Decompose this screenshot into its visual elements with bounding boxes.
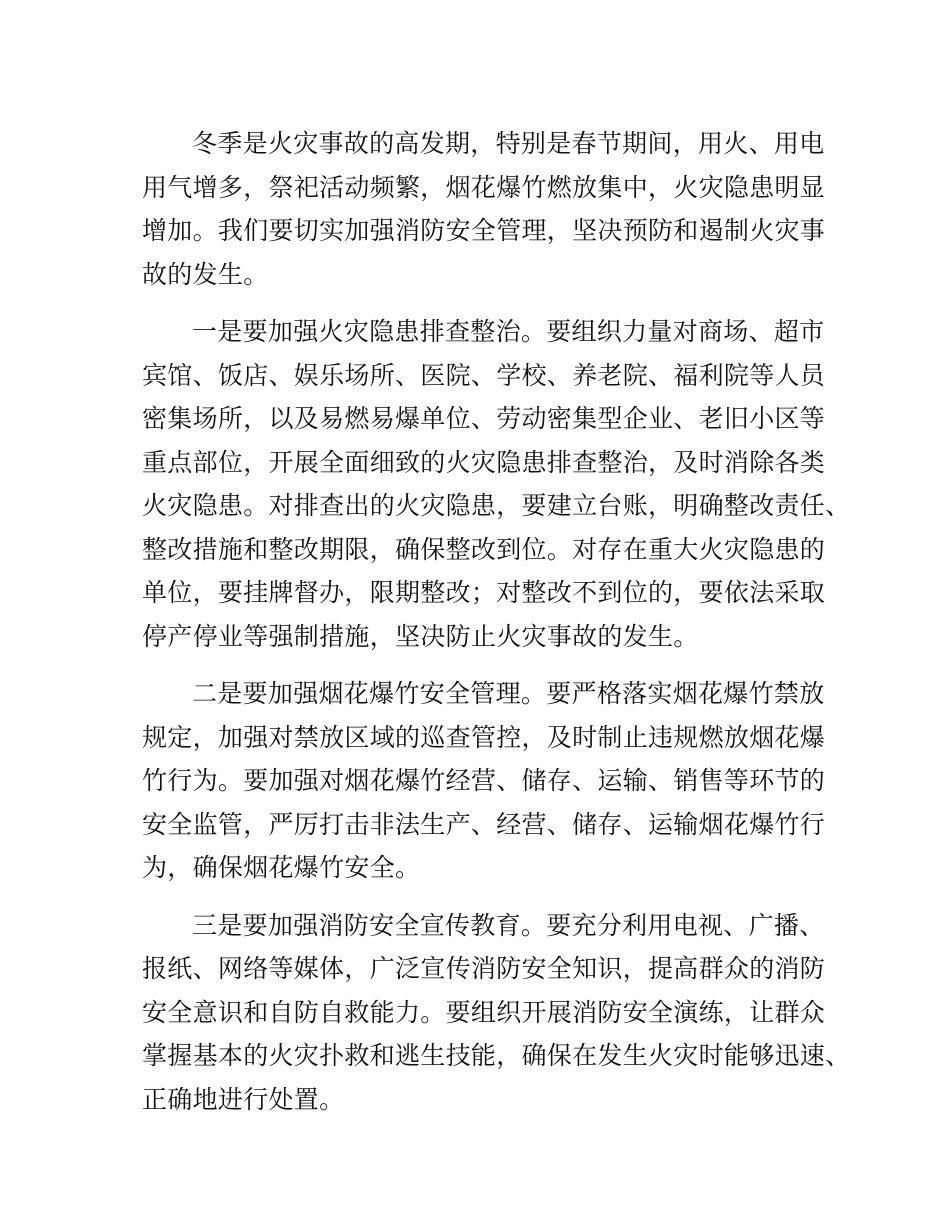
paragraph-hazard-inspection — [142, 310, 851, 658]
text-line: 单位，要挂牌督办，限期整改；对整改不到位的，要依法采取 — [142, 578, 826, 607]
text-line: 竹行为。要加强对烟花爆竹经营、储存、运输、销售等环节的 — [142, 766, 826, 795]
text-line: 重点部位，开展全面细致的火灾隐患排查整治，及时消除各类 — [142, 447, 826, 477]
text-line: 密集场所，以及易燃易爆单位、劳动密集型企业、老旧小区等 — [142, 404, 826, 433]
text-line: 规定，加强对禁放区域的巡查管控，及时制止违规燃放烟花爆 — [142, 722, 826, 752]
text-line: 整改措施和整改期限，确保整改到位。对存在重大火灾隐患的 — [142, 534, 826, 564]
text-line: 用气增多，祭祀活动频繁，烟花爆竹燃放集中，火灾隐患明显 — [142, 172, 826, 202]
paragraph-safety-education — [142, 904, 851, 1122]
text-line: 正确地进行处置。 — [142, 1084, 345, 1114]
text-line: 三是要加强消防安全宣传教育。要充分利用电视、广播、 — [192, 910, 825, 940]
text-line: 一是要加强火灾隐患排查整治。要组织力量对商场、超市 — [192, 317, 825, 346]
text-line: 增加。我们要切实加强消防安全管理，坚决预防和遏制火灾事 — [142, 216, 826, 245]
text-line: 宾馆、饭店、娱乐场所、医院、学校、养老院、福利院等人员 — [142, 360, 826, 390]
text-line: 安全监管，严厉打击非法生产、经营、储存、运输烟花爆竹行 — [142, 809, 826, 839]
text-line: 掌握基本的火灾扑救和逃生技能，确保在发生火灾时能够迅速、 — [142, 1041, 851, 1070]
document-body — [142, 122, 851, 1135]
text-line: 二是要加强烟花爆竹安全管理。要严格落实烟花爆竹禁放 — [192, 679, 825, 708]
text-line: 故的发生。 — [142, 259, 269, 289]
text-line: 为，确保烟花爆竹安全。 — [142, 853, 421, 882]
text-line: 停产停业等强制措施，坚决防止火灾事故的发生。 — [142, 621, 699, 651]
text-line: 冬季是火灾事故的高发期，特别是春节期间，用火、用电 — [192, 129, 825, 158]
paragraph-fireworks-management — [142, 672, 826, 890]
text-line: 报纸、网络等媒体，广泛宣传消防安全知识，提高群众的消防 — [142, 954, 826, 983]
text-line: 火灾隐患。对排查出的火灾隐患，要建立台账，明确整改责任、 — [142, 491, 851, 520]
text-line: 安全意识和自防自救能力。要组织开展消防安全演练，让群众 — [142, 997, 826, 1027]
paragraph-intro — [142, 122, 826, 296]
